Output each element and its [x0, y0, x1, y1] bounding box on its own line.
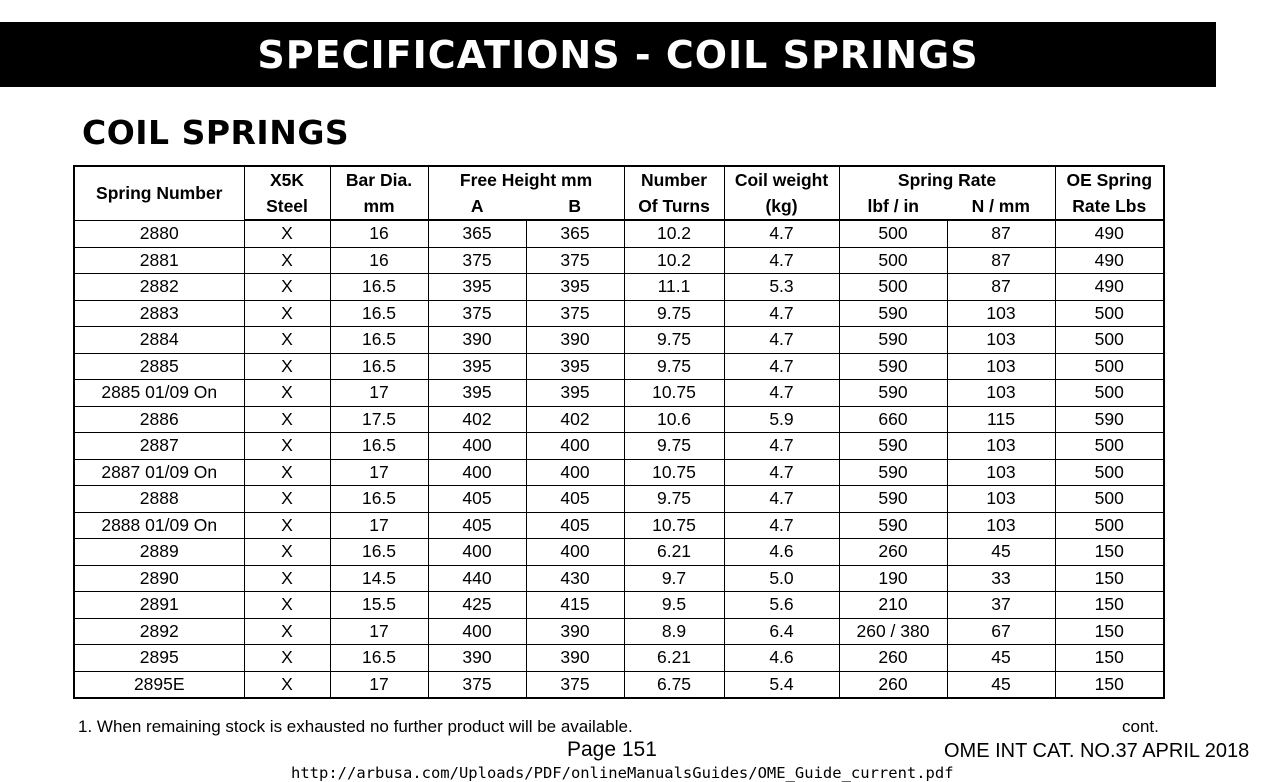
cell-rate-lbf: 590: [839, 327, 947, 354]
table-body: [74, 220, 1164, 698]
cell-turns: 10.6: [624, 406, 724, 433]
header-spring-number: Spring Number: [74, 166, 244, 220]
cell-rate-lbf: 590: [839, 353, 947, 380]
cell-free-height-a: 390: [428, 327, 526, 354]
header-coil-weight: Coil weight: [724, 166, 839, 193]
table-row: [74, 592, 1164, 619]
cell-oe-rate: 500: [1055, 486, 1164, 513]
cell-x5k: X: [244, 645, 330, 672]
cell-coil-weight: 4.7: [724, 512, 839, 539]
cell-turns: 6.21: [624, 645, 724, 672]
cell-spring-number: 2887 01/09 On: [74, 459, 244, 486]
cell-spring-number: 2891: [74, 592, 244, 619]
coil-springs-table: [73, 165, 1165, 699]
header-oe-spring: OE Spring: [1055, 166, 1164, 193]
cell-rate-n: 103: [947, 300, 1055, 327]
footnote: 1. When remaining stock is exhausted no further product will be available.: [78, 717, 633, 736]
cell-free-height-b: 402: [526, 406, 624, 433]
cell-bar-dia: 17: [330, 618, 428, 645]
cell-rate-n: 103: [947, 433, 1055, 460]
cell-x5k: X: [244, 618, 330, 645]
cell-rate-n: 45: [947, 645, 1055, 672]
header-free-height-a: A: [428, 193, 526, 220]
cell-coil-weight: 5.3: [724, 274, 839, 301]
cell-rate-lbf: 590: [839, 433, 947, 460]
banner-title: SPECIFICATIONS - COIL SPRINGS: [257, 32, 979, 77]
cell-rate-n: 103: [947, 486, 1055, 513]
cell-x5k: X: [244, 300, 330, 327]
cell-spring-number: 2889: [74, 539, 244, 566]
header-lbf-in: lbf / in: [839, 193, 947, 220]
table-row: [74, 220, 1164, 247]
title-banner: [0, 22, 1216, 87]
cell-rate-n: 33: [947, 565, 1055, 592]
cell-oe-rate: 490: [1055, 247, 1164, 274]
header-free-height: Free Height mm: [428, 166, 624, 193]
cell-rate-lbf: 260: [839, 645, 947, 672]
table-row: [74, 247, 1164, 274]
cell-free-height-b: 395: [526, 274, 624, 301]
cell-oe-rate: 500: [1055, 353, 1164, 380]
cell-bar-dia: 16.5: [330, 645, 428, 672]
cell-oe-rate: 490: [1055, 220, 1164, 247]
cell-free-height-b: 375: [526, 671, 624, 698]
cell-rate-lbf: 500: [839, 220, 947, 247]
cell-coil-weight: 4.7: [724, 433, 839, 460]
cell-spring-number: 2890: [74, 565, 244, 592]
cell-x5k: X: [244, 433, 330, 460]
table-row: [74, 512, 1164, 539]
cell-coil-weight: 4.7: [724, 353, 839, 380]
cell-free-height-a: 395: [428, 274, 526, 301]
header-of-turns: Of Turns: [624, 193, 724, 220]
cell-coil-weight: 4.6: [724, 539, 839, 566]
cell-rate-n: 103: [947, 353, 1055, 380]
cell-rate-lbf: 500: [839, 274, 947, 301]
cell-spring-number: 2885: [74, 353, 244, 380]
cell-rate-lbf: 590: [839, 459, 947, 486]
cell-free-height-a: 400: [428, 618, 526, 645]
cell-oe-rate: 490: [1055, 274, 1164, 301]
cell-free-height-b: 400: [526, 539, 624, 566]
cell-rate-lbf: 260 / 380: [839, 618, 947, 645]
cell-free-height-a: 365: [428, 220, 526, 247]
table-row: [74, 565, 1164, 592]
header-x5k: X5K: [244, 166, 330, 193]
cell-coil-weight: 5.6: [724, 592, 839, 619]
cell-coil-weight: 5.0: [724, 565, 839, 592]
cell-oe-rate: 500: [1055, 327, 1164, 354]
cell-free-height-a: 375: [428, 247, 526, 274]
table-row: [74, 353, 1164, 380]
cell-spring-number: 2885 01/09 On: [74, 380, 244, 407]
cell-coil-weight: 5.4: [724, 671, 839, 698]
cell-coil-weight: 4.7: [724, 380, 839, 407]
cell-free-height-a: 400: [428, 433, 526, 460]
cell-free-height-a: 425: [428, 592, 526, 619]
cell-free-height-a: 375: [428, 671, 526, 698]
cell-spring-number: 2883: [74, 300, 244, 327]
cell-free-height-b: 405: [526, 486, 624, 513]
cell-coil-weight: 4.7: [724, 247, 839, 274]
cell-rate-n: 45: [947, 539, 1055, 566]
source-url: http://arbusa.com/Uploads/PDF/onlineManualsGuides/OME_Guide_current.pdf: [291, 764, 954, 782]
cell-x5k: X: [244, 353, 330, 380]
cell-free-height-b: 375: [526, 300, 624, 327]
cell-free-height-a: 395: [428, 380, 526, 407]
header-bar-dia: Bar Dia.: [330, 166, 428, 193]
cell-free-height-a: 400: [428, 459, 526, 486]
cell-rate-n: 87: [947, 274, 1055, 301]
cell-free-height-b: 395: [526, 353, 624, 380]
cell-oe-rate: 150: [1055, 592, 1164, 619]
cell-rate-lbf: 210: [839, 592, 947, 619]
table-row: [74, 486, 1164, 513]
cell-spring-number: 2884: [74, 327, 244, 354]
cell-rate-n: 67: [947, 618, 1055, 645]
cell-coil-weight: 4.7: [724, 459, 839, 486]
cell-x5k: X: [244, 380, 330, 407]
cell-free-height-a: 405: [428, 486, 526, 513]
header-number-turns: Number: [624, 166, 724, 193]
cell-oe-rate: 150: [1055, 645, 1164, 672]
cell-rate-lbf: 590: [839, 300, 947, 327]
cell-free-height-a: 400: [428, 539, 526, 566]
header-free-height-b: B: [526, 193, 624, 220]
cell-turns: 9.75: [624, 486, 724, 513]
cell-rate-lbf: 660: [839, 406, 947, 433]
cell-rate-n: 115: [947, 406, 1055, 433]
header-rate-lbs: Rate Lbs: [1055, 193, 1164, 220]
cell-bar-dia: 16.5: [330, 274, 428, 301]
cell-bar-dia: 17: [330, 671, 428, 698]
cell-spring-number: 2895: [74, 645, 244, 672]
table-row: [74, 406, 1164, 433]
cell-bar-dia: 16.5: [330, 327, 428, 354]
cell-rate-n: 37: [947, 592, 1055, 619]
cell-turns: 6.75: [624, 671, 724, 698]
cell-free-height-a: 395: [428, 353, 526, 380]
cell-oe-rate: 150: [1055, 618, 1164, 645]
cell-free-height-a: 405: [428, 512, 526, 539]
header-coil-weight-unit: (kg): [724, 193, 839, 220]
cell-x5k: X: [244, 327, 330, 354]
cell-spring-number: 2881: [74, 247, 244, 274]
cell-spring-number: 2895E: [74, 671, 244, 698]
cell-rate-lbf: 260: [839, 539, 947, 566]
cell-x5k: X: [244, 565, 330, 592]
cell-free-height-b: 430: [526, 565, 624, 592]
cell-spring-number: 2888 01/09 On: [74, 512, 244, 539]
cell-turns: 10.75: [624, 459, 724, 486]
table-row: [74, 380, 1164, 407]
header-steel: Steel: [244, 193, 330, 220]
cell-free-height-b: 365: [526, 220, 624, 247]
cell-free-height-b: 405: [526, 512, 624, 539]
continued-label: cont.: [1122, 717, 1159, 736]
cell-rate-lbf: 590: [839, 512, 947, 539]
table-row: [74, 645, 1164, 672]
cell-x5k: X: [244, 220, 330, 247]
cell-bar-dia: 16.5: [330, 433, 428, 460]
cell-free-height-b: 390: [526, 618, 624, 645]
cell-spring-number: 2887: [74, 433, 244, 460]
cell-x5k: X: [244, 459, 330, 486]
cell-coil-weight: 4.7: [724, 327, 839, 354]
section-title: COIL SPRINGS: [82, 113, 350, 152]
cell-turns: 10.75: [624, 380, 724, 407]
cell-spring-number: 2888: [74, 486, 244, 513]
cell-turns: 9.5: [624, 592, 724, 619]
cell-oe-rate: 150: [1055, 539, 1164, 566]
cell-turns: 9.75: [624, 300, 724, 327]
cell-spring-number: 2892: [74, 618, 244, 645]
table-row: [74, 671, 1164, 698]
cell-turns: 10.2: [624, 220, 724, 247]
cell-turns: 10.2: [624, 247, 724, 274]
cell-rate-lbf: 500: [839, 247, 947, 274]
cell-oe-rate: 500: [1055, 300, 1164, 327]
header-row-top: [74, 166, 1164, 193]
cell-oe-rate: 500: [1055, 433, 1164, 460]
cell-rate-lbf: 190: [839, 565, 947, 592]
cell-x5k: X: [244, 406, 330, 433]
cell-free-height-a: 402: [428, 406, 526, 433]
cell-rate-n: 87: [947, 247, 1055, 274]
cell-free-height-a: 390: [428, 645, 526, 672]
cell-turns: 8.9: [624, 618, 724, 645]
cell-spring-number: 2880: [74, 220, 244, 247]
header-bar-dia-unit: mm: [330, 193, 428, 220]
cell-bar-dia: 16: [330, 220, 428, 247]
cell-coil-weight: 5.9: [724, 406, 839, 433]
cell-rate-lbf: 260: [839, 671, 947, 698]
cell-x5k: X: [244, 592, 330, 619]
cell-oe-rate: 500: [1055, 512, 1164, 539]
cell-turns: 9.75: [624, 353, 724, 380]
cell-x5k: X: [244, 539, 330, 566]
cell-oe-rate: 500: [1055, 380, 1164, 407]
table-row: [74, 300, 1164, 327]
cell-free-height-b: 415: [526, 592, 624, 619]
header-spring-rate: Spring Rate: [839, 166, 1055, 193]
cell-rate-lbf: 590: [839, 486, 947, 513]
cell-free-height-b: 390: [526, 327, 624, 354]
cell-bar-dia: 16: [330, 247, 428, 274]
cell-bar-dia: 17: [330, 380, 428, 407]
page-number: Page 151: [567, 738, 657, 761]
cell-turns: 9.75: [624, 433, 724, 460]
header-n-mm: N / mm: [947, 193, 1055, 220]
cell-coil-weight: 4.7: [724, 220, 839, 247]
cell-coil-weight: 4.6: [724, 645, 839, 672]
cell-turns: 6.21: [624, 539, 724, 566]
cell-free-height-a: 440: [428, 565, 526, 592]
cell-x5k: X: [244, 274, 330, 301]
cell-free-height-b: 395: [526, 380, 624, 407]
table-row: [74, 459, 1164, 486]
cell-free-height-a: 375: [428, 300, 526, 327]
cell-rate-n: 87: [947, 220, 1055, 247]
cell-spring-number: 2886: [74, 406, 244, 433]
table-row: [74, 618, 1164, 645]
table-row: [74, 433, 1164, 460]
table-row: [74, 539, 1164, 566]
cell-bar-dia: 16.5: [330, 353, 428, 380]
cell-free-height-b: 400: [526, 433, 624, 460]
cell-rate-n: 45: [947, 671, 1055, 698]
cell-rate-n: 103: [947, 380, 1055, 407]
cell-x5k: X: [244, 486, 330, 513]
cell-bar-dia: 17.5: [330, 406, 428, 433]
cell-rate-lbf: 590: [839, 380, 947, 407]
cell-bar-dia: 14.5: [330, 565, 428, 592]
cell-coil-weight: 6.4: [724, 618, 839, 645]
cell-rate-n: 103: [947, 512, 1055, 539]
cell-turns: 9.7: [624, 565, 724, 592]
cell-bar-dia: 15.5: [330, 592, 428, 619]
cell-bar-dia: 17: [330, 459, 428, 486]
cell-oe-rate: 500: [1055, 459, 1164, 486]
cell-turns: 9.75: [624, 327, 724, 354]
cell-bar-dia: 16.5: [330, 486, 428, 513]
cell-oe-rate: 150: [1055, 565, 1164, 592]
table-row: [74, 274, 1164, 301]
cell-free-height-b: 390: [526, 645, 624, 672]
cell-oe-rate: 590: [1055, 406, 1164, 433]
cell-spring-number: 2882: [74, 274, 244, 301]
cell-bar-dia: 16.5: [330, 300, 428, 327]
cell-oe-rate: 150: [1055, 671, 1164, 698]
cell-turns: 10.75: [624, 512, 724, 539]
table-row: [74, 327, 1164, 354]
cell-x5k: X: [244, 671, 330, 698]
catalog-label: OME INT CAT. NO.37 APRIL 2018: [944, 740, 1250, 762]
cell-turns: 11.1: [624, 274, 724, 301]
cell-x5k: X: [244, 247, 330, 274]
cell-bar-dia: 17: [330, 512, 428, 539]
cell-free-height-b: 400: [526, 459, 624, 486]
cell-free-height-b: 375: [526, 247, 624, 274]
cell-coil-weight: 4.7: [724, 486, 839, 513]
cell-x5k: X: [244, 512, 330, 539]
cell-rate-n: 103: [947, 459, 1055, 486]
cell-rate-n: 103: [947, 327, 1055, 354]
cell-bar-dia: 16.5: [330, 539, 428, 566]
cell-coil-weight: 4.7: [724, 300, 839, 327]
